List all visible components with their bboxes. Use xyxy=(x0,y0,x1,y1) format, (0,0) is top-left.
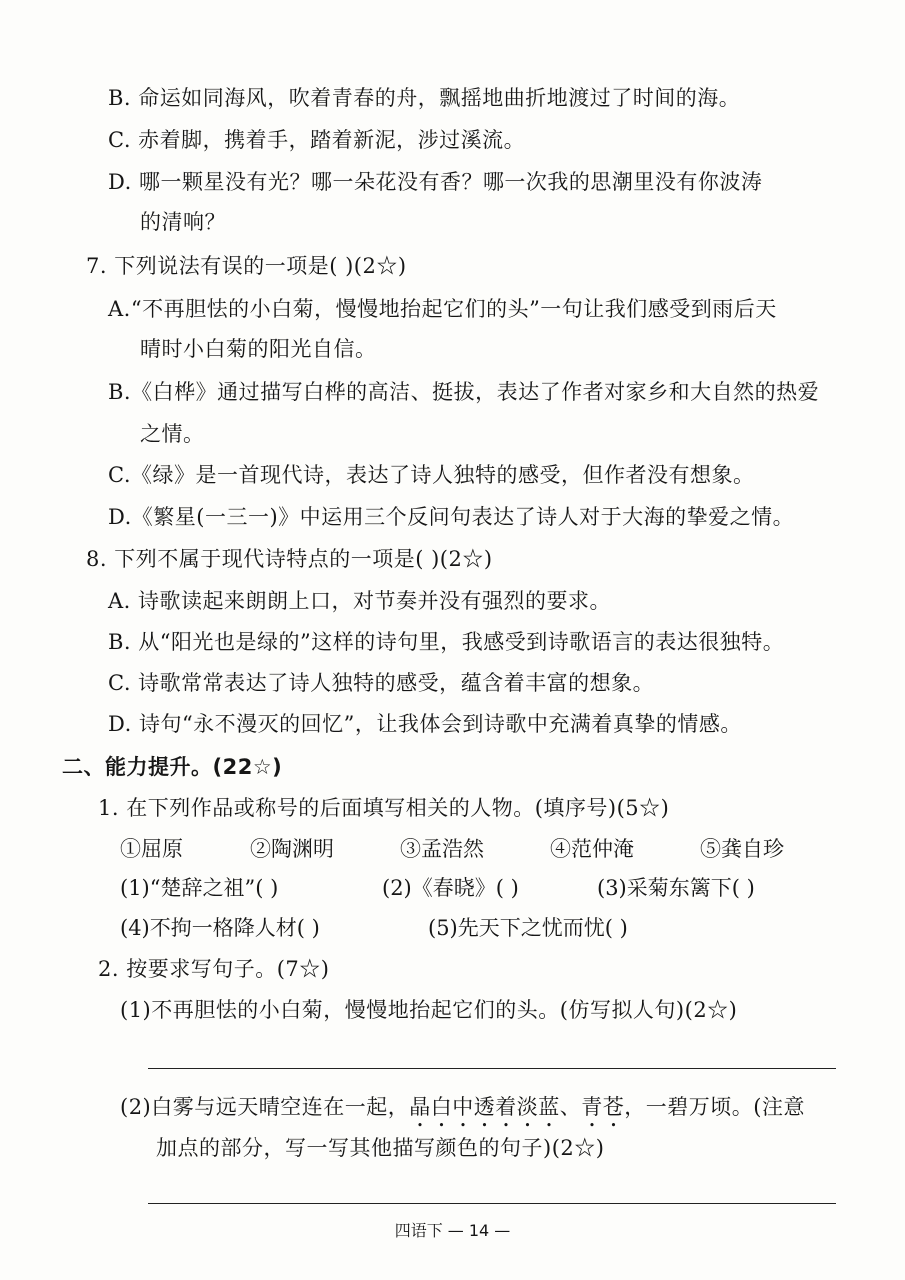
q8-option-b: B. 从“阳光也是绿的”这样的诗句里，我感受到诗歌语言的表达很独特。 xyxy=(108,630,785,654)
s2-q1-stem: 1. 在下列作品或称号的后面填写相关的人物。(填序号)(5☆) xyxy=(98,796,670,820)
s2-q1-option-1: ①屈原 xyxy=(120,837,183,861)
q6-option-b: B. 命运如同海风，吹着青春的舟，飘摇地曲折地渡过了时间的海。 xyxy=(108,86,741,110)
answer-line-1[interactable] xyxy=(148,1068,836,1069)
q7-option-c: C.《绿》是一首现代诗，表达了诗人独特的感受，但作者没有想象。 xyxy=(108,463,755,487)
section-2-title: 二、能力提升。(22☆) xyxy=(62,755,283,779)
s2-q2-stem: 2. 按要求写句子。(7☆) xyxy=(98,957,330,981)
s2-q2-sub2-post: ，一碧万顷。(注意 xyxy=(624,1095,805,1119)
q6-option-c: C. 赤着脚，携着手，踏着新泥，涉过溪流。 xyxy=(108,128,526,152)
s2-q1-option-5: ⑤龚自珍 xyxy=(700,837,784,861)
q7-stem: 7. 下列说法有误的一项是( )(2☆) xyxy=(86,254,407,278)
s2-q1-item-5[interactable]: (5)先天下之忧而忧( ) xyxy=(428,916,628,940)
q7-option-a: A.“不再胆怯的小白菊，慢慢地抬起它们的头”一句让我们感受到雨后天 xyxy=(108,297,777,321)
q7-option-d: D.《繁星(一三一)》中运用三个反问句表达了诗人对于大海的挚爱之情。 xyxy=(108,505,795,529)
s2-q2-sub2 xyxy=(120,1093,805,1132)
s2-q2-sub1: (1)不再胆怯的小白菊，慢慢地抬起它们的头。(仿写拟人句)(2☆) xyxy=(120,998,738,1022)
s2-q1-option-4: ④范仲淹 xyxy=(550,837,634,861)
q8-option-c: C. 诗歌常常表达了诗人独特的感受，蕴含着丰富的想象。 xyxy=(108,671,655,695)
s2-q2-sub2-emphasis: 晶白中透着淡蓝、青苍 xyxy=(409,1095,625,1119)
s2-q1-item-1[interactable]: (1)“楚辞之祖”( ) xyxy=(120,876,279,900)
q6-option-d-cont: 的清响？ xyxy=(140,210,226,234)
s2-q2-sub2-cont: 加点的部分，写一写其他描写颜色的句子)(2☆) xyxy=(156,1136,605,1160)
q8-stem: 8. 下列不属于现代诗特点的一项是( )(2☆) xyxy=(86,547,493,571)
answer-line-2[interactable] xyxy=(148,1203,836,1204)
s2-q2-sub2-pre: (2)白雾与远天晴空连在一起， xyxy=(120,1095,410,1119)
q8-option-a: A. 诗歌读起来朗朗上口，对节奏并没有强烈的要求。 xyxy=(108,589,612,613)
q7-option-b: B.《白桦》通过描写白桦的高洁、挺拔，表达了作者对家乡和大自然的热爱 xyxy=(108,380,820,404)
s2-q1-option-2: ②陶渊明 xyxy=(250,837,334,861)
q7-option-a-cont: 晴时小白菊的阳光自信。 xyxy=(140,337,377,361)
s2-q1-item-3[interactable]: (3)采菊东篱下( ) xyxy=(597,876,755,900)
q6-option-d: D. 哪一颗星没有光？哪一朵花没有香？哪一次我的思潮里没有你波涛 xyxy=(108,170,763,194)
q8-option-d: D. 诗句“永不漫灭的回忆”，让我体会到诗歌中充满着真挚的情感。 xyxy=(108,712,742,736)
s2-q1-item-4[interactable]: (4)不拘一格降人材( ) xyxy=(120,916,320,940)
s2-q1-item-2[interactable]: (2)《春晓》( ) xyxy=(382,876,519,900)
page-footer: 四语下 — 14 — xyxy=(394,1221,511,1240)
s2-q1-option-3: ③孟浩然 xyxy=(400,837,484,861)
q7-option-b-cont: 之情。 xyxy=(140,422,205,446)
